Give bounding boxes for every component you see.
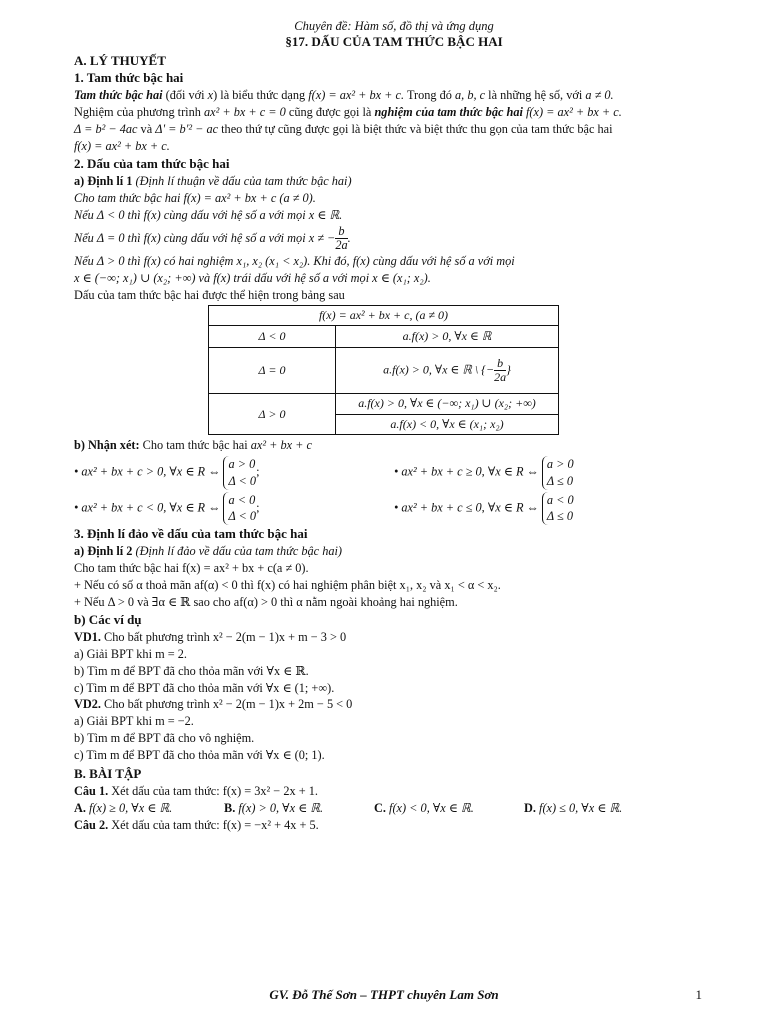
theorem-1-case-2 (74, 225, 714, 253)
remark-line (74, 438, 714, 454)
delta-zero-numerator: b (494, 357, 506, 371)
example-2-label: VD2. (74, 697, 101, 712)
example-1-label: VD1. (74, 629, 101, 644)
example-1-part-c: c) Tìm m để BPT đã cho thỏa mãn với ∀x ∈ (1; +∞). (74, 680, 335, 695)
sign-table (208, 305, 559, 436)
remark-b-system (542, 456, 574, 489)
remark-item-a (74, 456, 394, 489)
sign-table-cell-delta-pos: Δ > 0 (209, 394, 336, 435)
sign-table-cell-delta-zero-result (336, 348, 559, 394)
definition-rest: ) là biểu thức dạng (213, 87, 309, 102)
remark-a-cond-1: a > 0 (228, 457, 256, 472)
theorem-1-heading (74, 174, 714, 190)
discriminant-function: f(x) = ax² + bx + c. (74, 138, 170, 153)
case-2-suffix: . (347, 230, 351, 245)
footer-author: GV. Đỗ Thế Sơn – THPT chuyên Lam Sơn (269, 987, 499, 1002)
answer-d-text: f(x) ≤ 0, ∀x ∈ ℝ. (535, 801, 623, 816)
theorem-1-case-1: Nếu Δ < 0 thì f(x) cùng dấu với hệ số a với mọi x ∈ ℝ. (74, 207, 343, 222)
discriminant-paragraph (74, 122, 714, 138)
remark-b-left: • ax² + bx + c ≥ 0, ∀x ∈ R ⇔ (394, 464, 542, 479)
remark-item-c (74, 492, 394, 525)
answer-d-label: D. (524, 801, 536, 816)
root-term: nghiệm của tam thức bậc hai (374, 104, 523, 119)
remark-item-b (394, 456, 714, 489)
case-2-prefix: Nếu Δ = 0 thì f(x) cùng dấu với hệ số a với mọi x ≠ − (74, 230, 336, 245)
theorem-2-heading (74, 544, 714, 560)
remark-a-cond-2: Δ < 0 (228, 474, 257, 489)
theorem-2-label: a) Định lí 2 (74, 543, 133, 558)
remark-text: Cho tam thức bậc hai (139, 438, 251, 453)
answer-c (374, 801, 524, 817)
root-prefix: Nghiệm của phương trình (74, 104, 204, 119)
sign-table-cell-delta-pos-result-1: a.f(x) > 0, ∀x ∈ (−∞; x₁) ∪ (x₂; +∞) (336, 394, 559, 415)
sign-table-cell-delta-zero: Δ = 0 (209, 348, 336, 394)
remark-d-cond-2: Δ ≤ 0 (546, 509, 573, 524)
root-paragraph (74, 105, 714, 121)
theorem-2-point-1: + Nếu có số α thoả mãn af(α) < 0 thì f(x) có hai nghiệm phân biệt x₁, x₂ và x₁ < α < x₂. (74, 577, 501, 592)
answer-a (74, 801, 224, 817)
case-2-denominator: 2a (335, 238, 348, 253)
theorem-2-point-2: + Nếu Δ > 0 và ∃α ∈ ℝ sao cho af(α) > 0 thì α nằm ngoài khoảng hai nghiệm. (74, 594, 458, 609)
answer-b (224, 801, 374, 817)
sign-table-cell-delta-pos-result-2: a.f(x) < 0, ∀x ∈ (x₁; x₂) (336, 414, 559, 435)
page-number: 1 (695, 987, 702, 1002)
remark-d-left: • ax² + bx + c ≤ 0, ∀x ∈ R ⇔ (394, 500, 542, 515)
example-2-part-a: a) Giải BPT khi m = −2. (74, 714, 194, 729)
example-2 (74, 697, 714, 713)
theorem-1-label: a) Định lí 1 (74, 173, 133, 188)
remark-a-left: • ax² + bx + c > 0, ∀x ∈ R ⇔ (74, 464, 224, 479)
remark-label: b) Nhận xét: (74, 438, 140, 453)
root-equation: ax² + bx + c = 0 (203, 104, 286, 119)
answer-c-text: f(x) < 0, ∀x ∈ ℝ. (385, 801, 474, 816)
theorem-1-case-3-cont: x ∈ (−∞; x₁) ∪ (x₂; +∞) và f(x) trái dấu với hệ số a với mọi x ∈ (x₁; x₂). (74, 270, 431, 285)
topic-heading: Chuyên đề: Hàm số, đồ thị và ứng dụng (294, 19, 494, 33)
subsection-1-heading: 1. Tam thức bậc hai (74, 70, 184, 86)
example-1-text: Cho bất phương trình x² − 2(m − 1)x + m − 3 > 0 (100, 629, 347, 644)
answer-b-label: B. (224, 801, 236, 816)
question-1-text: Xét dấu của tam thức: f(x) = 3x² − 2x + 1. (108, 784, 318, 799)
theorem-2-given: Cho tam thức bậc hai f(x) = ax² + bx + c(a ≠ 0). (74, 560, 309, 575)
sign-table-cell-delta-neg: Δ < 0 (209, 326, 336, 348)
sign-table-cell-delta-neg-result: a.f(x) > 0, ∀x ∈ ℝ (336, 326, 559, 348)
remark-b-cond-1: a > 0 (546, 457, 574, 472)
sign-table-header: f(x) = ax² + bx + c, (a ≠ 0) (209, 305, 559, 326)
root-expression: f(x) = ax² + bx + c. (522, 104, 622, 119)
remark-d-cond-1: a < 0 (546, 492, 574, 507)
remark-c-cond-1: a < 0 (228, 492, 256, 507)
remark-c-system (223, 492, 256, 525)
document-page (74, 18, 714, 835)
examples-heading: b) Các ví dụ (74, 611, 142, 627)
remark-item-d (394, 492, 714, 525)
definition-tail-2: là những hệ số, với (485, 87, 586, 102)
remark-row-1 (74, 455, 714, 490)
delta-zero-result-prefix: a.f(x) > 0, ∀x ∈ ℝ \ {− (383, 362, 495, 377)
discriminant-text: theo thứ tự cũng được gọi là biệt thức và biệt thức thu gọn của tam thức bậc hai (218, 121, 613, 136)
section-b-heading: B. BÀI TẬP (74, 766, 142, 782)
remark-b-cond-2: Δ ≤ 0 (546, 474, 573, 489)
theorem-1-given: Cho tam thức bậc hai f(x) = ax² + bx + c (a ≠ 0). (74, 190, 316, 205)
page-title: §17. DẤU CỦA TAM THỨC BẬC HAI (285, 34, 503, 50)
definition-tail: Trong đó (404, 87, 456, 102)
definition-term: Tam thức bậc hai (74, 87, 163, 102)
example-1 (74, 630, 714, 646)
case-2-numerator: b (335, 225, 347, 240)
delta-zero-result-suffix: } (506, 362, 511, 377)
remark-expression: ax² + bx + c (250, 438, 313, 453)
answer-c-label: C. (374, 801, 386, 816)
definition-condition: a ≠ 0. (585, 87, 614, 102)
delta-zero-denominator: 2a (494, 370, 507, 385)
question-1-label: Câu 1. (74, 784, 109, 799)
definition-paragraph (74, 88, 714, 104)
reduced-discriminant-expression: Δ' = b'² − ac (155, 121, 219, 136)
example-2-part-b: b) Tìm m để BPT đã cho vô nghiệm. (74, 731, 255, 746)
remark-a-semicolon: ; (256, 464, 260, 479)
example-1-part-a: a) Giải BPT khi m = 2. (74, 646, 187, 661)
discriminant-and: và (137, 121, 156, 136)
theorem-1-name: (Định lí thuận về dấu của tam thức bậc hai) (132, 173, 352, 188)
question-1 (74, 784, 714, 800)
definition-variable: x (207, 87, 214, 102)
example-2-part-c: c) Tìm m để BPT đã cho thỏa mãn với ∀x ∈ (0; 1). (74, 748, 325, 763)
delta-zero-fraction (494, 357, 506, 384)
answer-a-text: f(x) ≥ 0, ∀x ∈ ℝ. (85, 801, 173, 816)
answer-a-label: A. (74, 801, 86, 816)
question-2-text: Xét dấu của tam thức: f(x) = −x² + 4x + 5. (108, 818, 319, 833)
discriminant-expression: Δ = b² − 4ac (74, 121, 138, 136)
definition-paren: (đối với (162, 87, 208, 102)
root-middle: cũng được gọi là (285, 104, 375, 119)
remark-a-system (223, 456, 256, 489)
definition-coefficients: a, b, c (455, 87, 486, 102)
subsection-2-heading: 2. Dấu của tam thức bậc hai (74, 155, 230, 171)
table-intro: Dấu của tam thức bậc hai được thể hiện trong bảng sau (74, 287, 345, 302)
definition-expression: f(x) = ax² + bx + c. (308, 87, 405, 102)
remark-c-left: • ax² + bx + c < 0, ∀x ∈ R ⇔ (74, 500, 224, 515)
theorem-2-name: (Định lí đảo về dấu của tam thức bậc hai) (132, 543, 343, 558)
question-2 (74, 818, 714, 834)
example-2-text: Cho bất phương trình x² − 2(m − 1)x + 2m − 5 < 0 (100, 697, 353, 712)
question-2-label: Câu 2. (74, 818, 109, 833)
case-2-fraction (335, 225, 347, 253)
answer-d (524, 801, 674, 817)
remark-row-2 (74, 491, 714, 526)
remark-c-semicolon: ; (256, 500, 260, 515)
example-1-part-b: b) Tìm m để BPT đã cho thỏa mãn với ∀x ∈ ℝ. (74, 663, 309, 678)
question-1-answers (74, 801, 674, 817)
subsection-3-heading: 3. Định lí đảo về dấu của tam thức bậc hai (74, 525, 308, 541)
theorem-1-case-3: Nếu Δ > 0 thì f(x) có hai nghiệm x₁, x₂ (x₁ < x₂). Khi đó, f(x) cùng dấu với hệ số a với mọi (74, 253, 515, 268)
section-a-heading: A. LÝ THUYẾT (74, 53, 166, 69)
answer-b-text: f(x) > 0, ∀x ∈ ℝ. (235, 801, 324, 816)
remark-d-system (542, 492, 574, 525)
remark-c-cond-2: Δ < 0 (228, 509, 257, 524)
